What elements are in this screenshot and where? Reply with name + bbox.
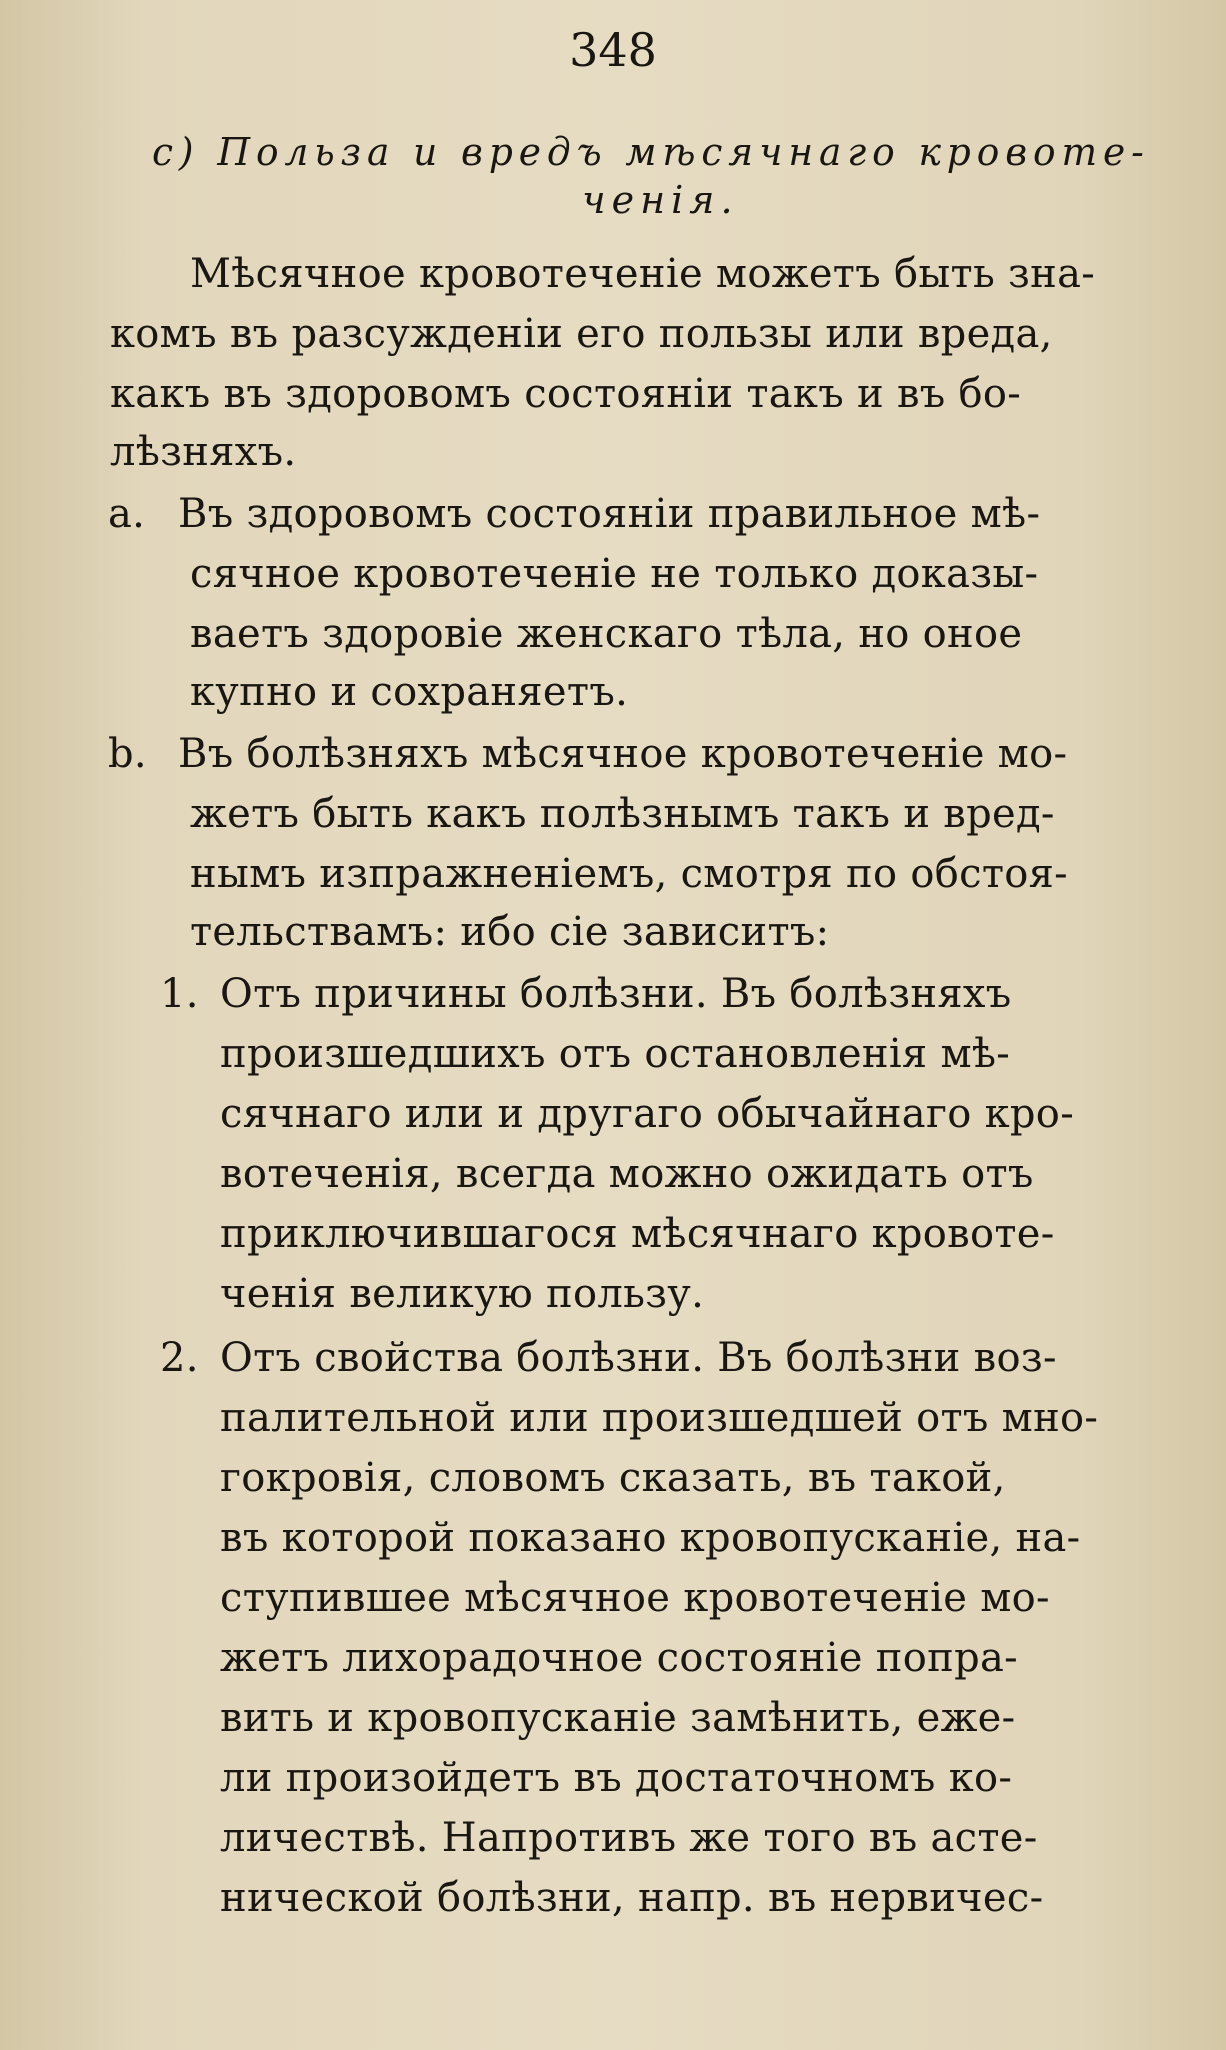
intro-line-3: какъ въ здоровомъ состояніи такъ и въ бо- [110, 371, 1022, 417]
item-b-text-1: Въ болѣзняхъ мѣсячное кровотеченіе мо- [178, 731, 1068, 777]
item-2-line-9: личествѣ. Напротивъ же того въ асте- [220, 1815, 1038, 1861]
item-2-text-1: Отъ свойства болѣзни. Въ болѣзни воз- [220, 1335, 1057, 1381]
item-2-line-7: вить и кровопусканіе замѣнить, еже- [220, 1695, 1016, 1741]
item-1-text-1: Отъ причины болѣзни. Въ болѣзняхъ [220, 971, 1012, 1017]
page-number: 348 [569, 23, 657, 77]
item-1-line-5: приключившагося мѣсячнаго кровоте- [220, 1211, 1055, 1257]
item-2-marker: 2. [160, 1335, 199, 1381]
section-heading-line-2: ченія. [582, 178, 739, 222]
item-1-line-1 [160, 966, 1011, 1022]
item-a-marker: a. [108, 491, 146, 537]
item-2-line-8: ли произойдетъ въ достаточномъ ко- [220, 1755, 1013, 1801]
intro-line-4: лѣзняхъ. [110, 429, 297, 475]
item-a-line-4: купно и сохраняетъ. [190, 669, 629, 715]
item-2-line-5: ступившее мѣсячное кровотеченіе мо- [220, 1575, 1050, 1621]
item-b-line-2: жетъ быть какъ полѣзнымъ такъ и вред- [190, 791, 1055, 837]
item-2-line-3: гокровія, словомъ сказать, въ такой, [220, 1455, 1006, 1501]
item-2-line-1 [160, 1330, 1057, 1386]
item-a-line-2: сячное кровотеченіе не только доказы- [190, 551, 1039, 597]
item-b-line-4: тельствамъ: ибо сіе зависитъ: [190, 909, 830, 955]
intro-line-2: комъ въ разсужденіи его пользы или вреда, [110, 311, 1053, 357]
item-a-line-3: ваетъ здоровіе женскаго тѣла, но оное [190, 611, 1023, 657]
item-b-marker: b. [108, 731, 147, 777]
item-2-line-6: жетъ лихорадочное состояніе попра- [220, 1635, 1018, 1681]
item-1-line-4: вотеченія, всегда можно ожидать отъ [220, 1151, 1034, 1197]
item-2-line-10: нической болѣзни, напр. въ нервичес- [220, 1875, 1044, 1921]
item-a-text-1: Въ здоровомъ состояніи правильное мѣ- [178, 491, 1041, 537]
item-2-line-4: въ которой показано кровопусканіе, на- [220, 1515, 1081, 1561]
section-heading-line-1: c) Польза и вредъ мѣсячнаго кровоте- [152, 130, 1150, 174]
item-1-marker: 1. [160, 971, 199, 1017]
item-1-line-6: ченія великую пользу. [220, 1271, 705, 1317]
intro-line-1: Мѣсячное кровотеченіе можетъ быть зна- [190, 251, 1096, 297]
item-2-line-2: палительной или произшедшей отъ мно- [220, 1395, 1099, 1441]
item-b-line-3: нымъ изпражненіемъ, смотря по обстоя- [190, 851, 1068, 897]
item-1-line-2: произшедшихъ отъ остановленія мѣ- [220, 1031, 1011, 1077]
item-b-line-1 [108, 726, 1067, 782]
item-a-line-1 [108, 486, 1040, 542]
item-1-line-3: сячнаго или и другаго обычайнаго кро- [220, 1091, 1075, 1137]
